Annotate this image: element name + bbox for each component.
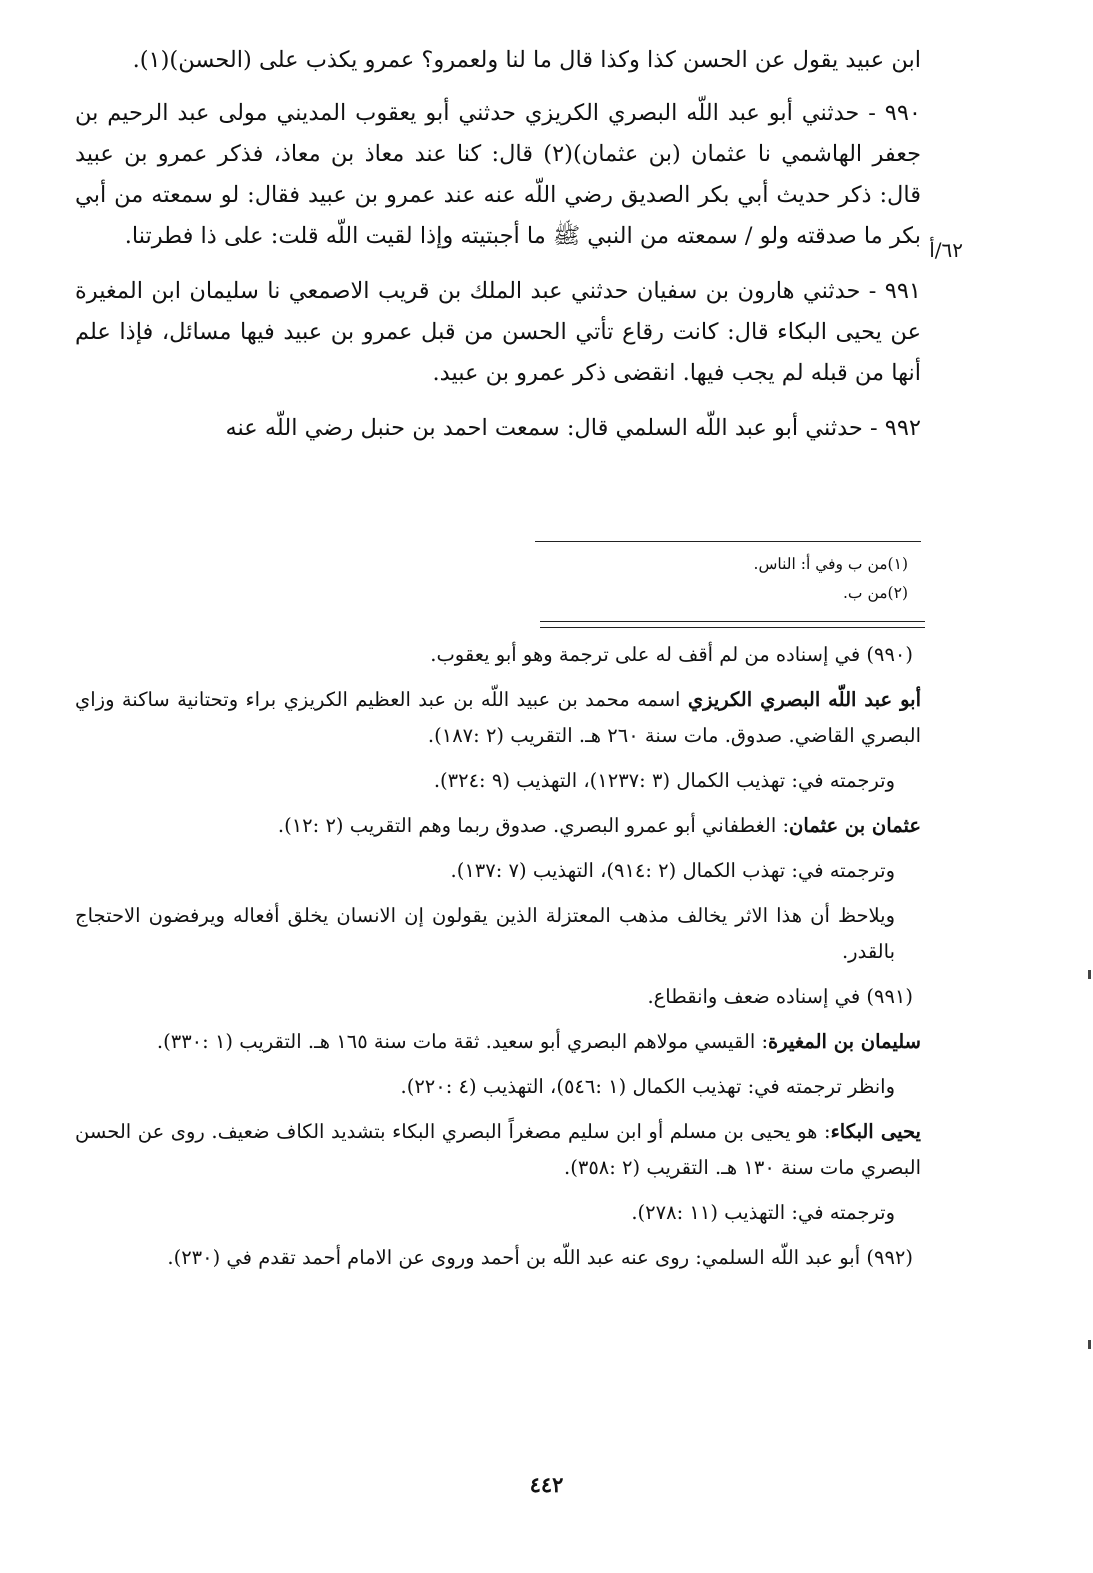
narrator-name: عثمان بن عثمان [789,814,921,837]
note-sulayman [75,1024,921,1060]
commentary-divider-bottom [540,627,925,628]
page-number: ٤٤٢ [529,1472,564,1497]
note-yahya [75,1114,921,1186]
note-990: (٩٩٠) في إسناده من لم أقف له على ترجمة وهو أبو يعقوب. [430,643,913,666]
note-mutazila: ويلاحظ أن هذا الاثر يخالف مذهب المعتزلة الذين يقولون إن الانسان يخلق أفعاله ويرفضون الاحتجاج بالقدر. [75,904,895,963]
main-text [75,40,921,463]
commentary-notes [75,637,921,1285]
footnote-2: (٢)من ب. [843,584,908,602]
note-992: (٩٩٢) أبو عبد اللّه السلمي: روى عنه عبد اللّه بن أحمد وروى عن الامام أحمد تقدم في (٢٣٠). [167,1246,913,1269]
narrator-desc: : القيسي مولاهم البصري أبو سعيد. ثقة مات سنة ١٦٥ هـ. التقريب (١ :٣٣٠). [156,1030,769,1053]
narrator-desc: : هو يحيى بن مسلم أو ابن سليم مصغراً البصري البكاء بتشديد الكاف ضعيف. روى عن الحسن البصري مات سنة ١٣٠ هـ. التقريب (٢ :٣٥٨). [75,1120,921,1179]
footnote-1: (١)من ب وفي أ: الناس. [753,555,908,573]
note-uthman-refs: وترجمته في: تهذب الكمال (٢ :٩١٤)، التهذيب (٧ :١٣٧). [450,859,895,882]
report-990: ٩٩٠ - حدثني أبو عبد اللّه البصري الكريزي حدثني أبو يعقوب المديني مولى عبد الرحيم بن جعفر الهاشمي نا عثمان (بن عثمان)(٢) قال: كنا عند معاذ بن معاذ، فذكر عمرو بن عبيد قال: ذكر حديث أبي بكر الصديق رضي اللّه عنه عند عمرو بن عبيد فقال: لو سمعته من أبي بكر ما صدقته ولو / سمعته من النبي ﷺ ما أجبتيته وإذا لقيت اللّه قلت: على ذا فطرتنا. [75,100,921,249]
footnote-divider [535,541,921,542]
scan-mark [1088,1340,1091,1349]
note-sulayman-refs: وانظر ترجمته في: تهذيب الكمال (١ :٥٤٦)، التهذيب (٤ :٢٢٠). [400,1075,895,1098]
note-991: (٩٩١) في إسناده ضعف وانقطاع. [647,985,913,1008]
variant-footnotes [540,550,908,608]
narrator-name: يحيى البكاء [830,1120,921,1143]
narrator-name: سليمان بن المغيرة [768,1030,921,1053]
narrator-desc: اسمه محمد بن عبيد اللّه بن عبد العظيم الكريزي براء وتحتانية ساكنة وزاي البصري القاضي. صدوق. مات سنة ٢٦٠ هـ. التقريب (٢ :١٨٧). [75,688,921,747]
report-991: ٩٩١ - حدثني هارون بن سفيان حدثني عبد الملك بن قريب الاصمعي نا سليمان ابن المغيرة عن يحيى البكاء قال: كانت رقاع تأتي الحسن من قبل عمرو بن عبيد فيها مسائل، فإذا علم أنها من قبله لم يجب فيها. انقضى ذكر عمرو بن عبيد. [75,278,921,386]
note-kurayzi [75,682,921,754]
scan-mark [1088,970,1091,979]
note-kurayzi-refs: وترجمته في: تهذيب الكمال (٣ :١٢٣٧)، التهذيب (٩ :٣٢٤). [433,769,895,792]
note-yahya-refs: وترجمته في: التهذيب (١١ :٢٧٨). [631,1201,895,1224]
folio-marker: ٦٢/أ [929,238,963,262]
narrator-name: أبو عبد اللّه البصري الكريزي [687,688,921,711]
commentary-divider-top [540,621,925,622]
opening-line: ابن عبيد يقول عن الحسن كذا وكذا قال ما لنا ولعمرو؟ عمرو يكذب على (الحسن)(١). [132,47,921,73]
note-uthman [75,808,921,844]
narrator-desc: : الغطفاني أبو عمرو البصري. صدوق ربما وهم التقريب (٢ :١٢). [277,814,790,837]
report-992: ٩٩٢ - حدثني أبو عبد اللّه السلمي قال: سمعت احمد بن حنبل رضي اللّه عنه [225,415,921,441]
